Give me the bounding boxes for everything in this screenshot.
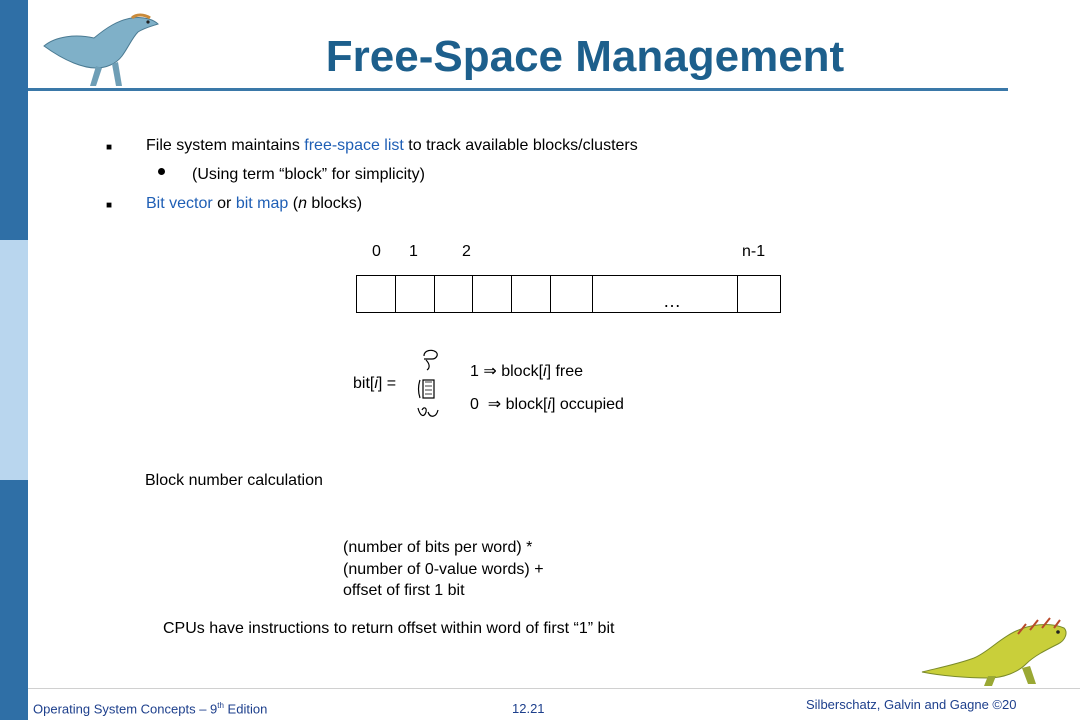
bullet-text: blocks)	[306, 195, 363, 212]
case-value: 0	[470, 396, 479, 413]
bullet-text: or	[212, 195, 236, 212]
dinosaur-logo-bottom	[918, 612, 1072, 686]
bit-cell	[738, 276, 781, 313]
index-label-1: 1	[409, 243, 418, 260]
calc-line-3: offset of first 1 bit	[343, 582, 465, 599]
bullet-free-space-list	[146, 137, 638, 155]
case-text: block[	[501, 396, 548, 413]
variable-i: i	[547, 396, 552, 413]
case-text: ] occupied	[551, 396, 624, 413]
bit-cell	[512, 276, 551, 313]
footer-divider	[28, 688, 1080, 689]
ellipsis: …	[663, 291, 681, 311]
bit-cell	[435, 276, 473, 313]
calc-line-1: (number of bits per word) *	[343, 539, 533, 556]
bit-cell	[551, 276, 593, 313]
implies-symbol: ⇒	[487, 396, 502, 413]
bullet-text: (	[288, 195, 299, 212]
index-label-2: 2	[462, 243, 471, 260]
sub-bullet-text: (Using term “block” for simplicity)	[192, 166, 425, 183]
lhs-text: bit[	[353, 375, 375, 392]
calc-heading: Block number calculation	[145, 472, 323, 489]
title-divider	[28, 88, 1008, 91]
case-text: ] free	[546, 363, 584, 380]
calc-line-2: (number of 0-value words) +	[343, 561, 544, 578]
variable-i: i	[543, 363, 547, 380]
highlight-term: Bit vector	[146, 195, 213, 212]
bit-cell	[396, 276, 435, 313]
case-text: block[	[496, 363, 544, 380]
bullet-marker: ■	[106, 142, 113, 153]
bullet-text: File system maintains	[146, 137, 305, 154]
footer-superscript: th	[217, 701, 224, 710]
footer-copyright: Silberschatz, Galvin and Gagne ©20	[806, 697, 1017, 712]
footer-slide-number: 12.21	[512, 701, 545, 716]
footer-book-title	[33, 701, 267, 716]
implies-symbol: ⇒	[483, 363, 497, 380]
bullet-bit-vector	[146, 195, 362, 213]
bit-definition-lhs	[353, 375, 396, 393]
left-band-top	[0, 0, 28, 240]
bit-cell	[473, 276, 512, 313]
bit-case-occupied	[470, 394, 624, 414]
footer-text: Operating System Concepts – 9	[33, 701, 218, 717]
dinosaur-logo-top	[36, 6, 166, 90]
variable-i: i	[374, 375, 378, 392]
bullet-marker: ■	[106, 200, 113, 211]
sub-bullet-marker	[158, 168, 165, 175]
case-value: 1	[470, 363, 479, 380]
highlight-term: free-space list	[304, 137, 404, 154]
footer-text: Edition	[223, 701, 268, 717]
page-title: Free-Space Management	[325, 32, 845, 81]
left-band-middle	[0, 240, 28, 480]
bit-vector	[356, 275, 781, 313]
bullet-text: to track available blocks/clusters	[403, 137, 638, 154]
lhs-text: ] =	[377, 375, 397, 392]
variable-n: n	[298, 195, 307, 212]
bit-cell-ellipsis	[593, 276, 738, 313]
index-label-last: n-1	[742, 243, 766, 260]
bit-cell	[357, 276, 396, 313]
cpu-note: CPUs have instructions to return offset within word of first “1” bit	[163, 620, 615, 637]
left-band-bottom	[0, 480, 28, 720]
index-label-0: 0	[372, 243, 381, 260]
bit-case-free	[470, 361, 583, 381]
highlight-term: bit map	[235, 195, 289, 212]
brace-symbol-icon	[414, 346, 444, 426]
